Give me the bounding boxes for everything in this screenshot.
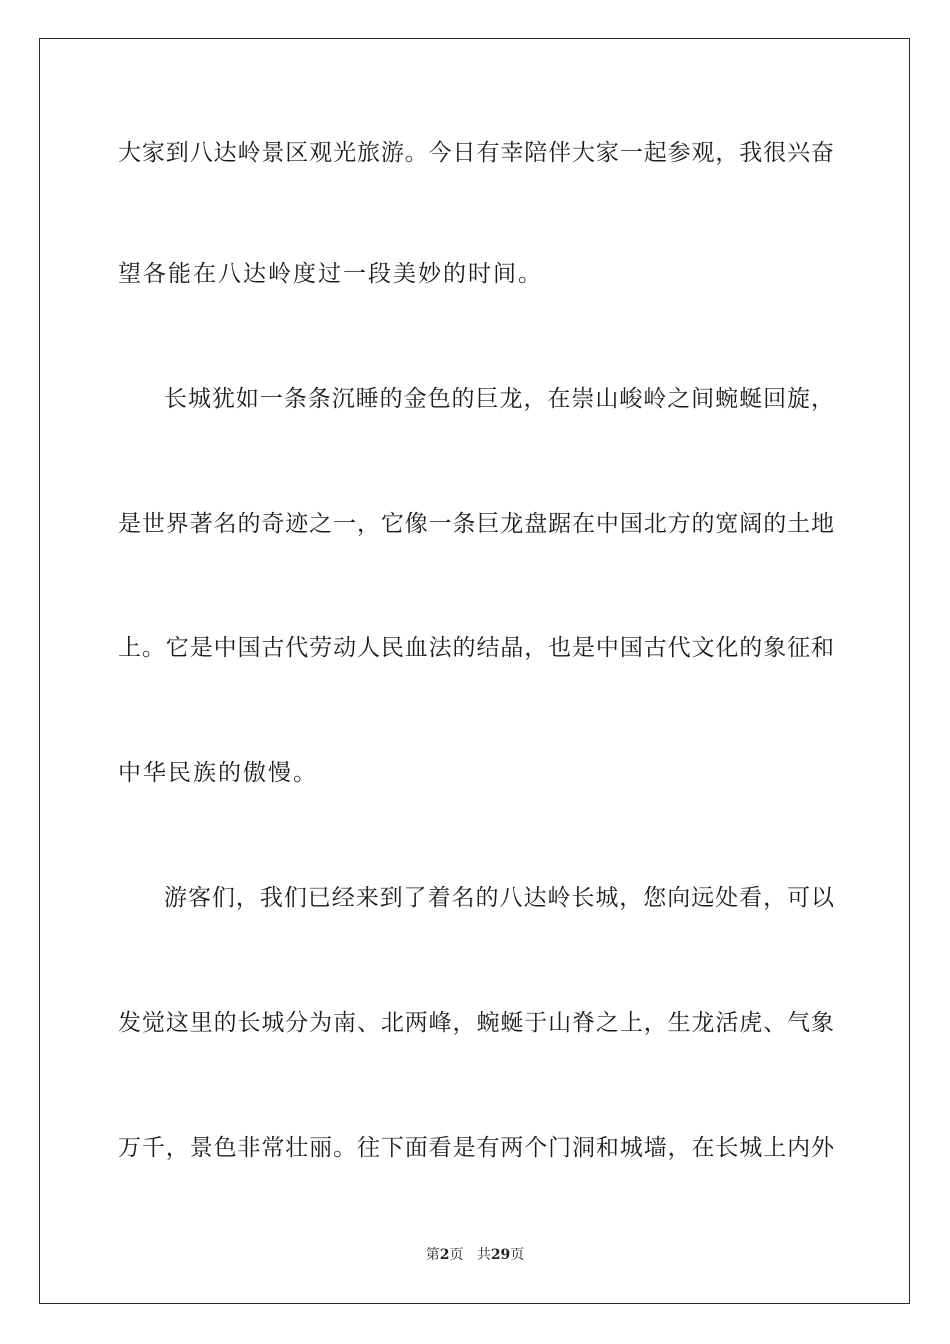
body-text-line: 发觉这里的长城分为南、北两峰，蜿蜒于山脊之上，生龙活虎、气象 xyxy=(118,1010,834,1036)
current-page-number: 2 xyxy=(439,1247,450,1263)
body-text-line: 万千，景色非常壮丽。往下面看是有两个门洞和城墙，在长城上内外 xyxy=(118,1135,834,1161)
page-prefix: 第 xyxy=(425,1247,440,1263)
page-suffix: 页 xyxy=(449,1247,464,1263)
total-suffix: 页 xyxy=(510,1247,525,1263)
body-text-line: 上。它是中国古代劳动人民血法的结晶，也是中国古代文化的象征和 xyxy=(118,635,834,661)
body-text-line: 大家到八达岭景区观光旅游。今日有幸陪伴大家一起参观，我很兴奋 xyxy=(118,140,834,166)
total-prefix: 共 xyxy=(476,1247,491,1263)
body-text-line: 长城犹如一条条沉睡的金色的巨龙，在崇山峻岭之间蜿蜒回旋， xyxy=(164,386,834,412)
body-text-line: 是世界著名的奇迹之一，它像一条巨龙盘踞在中国北方的宽阔的土地 xyxy=(118,511,834,537)
body-text-line: 中华民族的傲慢。 xyxy=(118,760,318,786)
total-page-number: 29 xyxy=(490,1247,511,1263)
body-text-line: 望各能在八达岭度过一段美妙的时间。 xyxy=(118,261,543,287)
body-text-line: 游客们，我们已经来到了着名的八达岭长城，您向远处看，可以 xyxy=(164,885,834,911)
page-border xyxy=(39,38,910,1304)
page-footer xyxy=(0,1246,950,1264)
